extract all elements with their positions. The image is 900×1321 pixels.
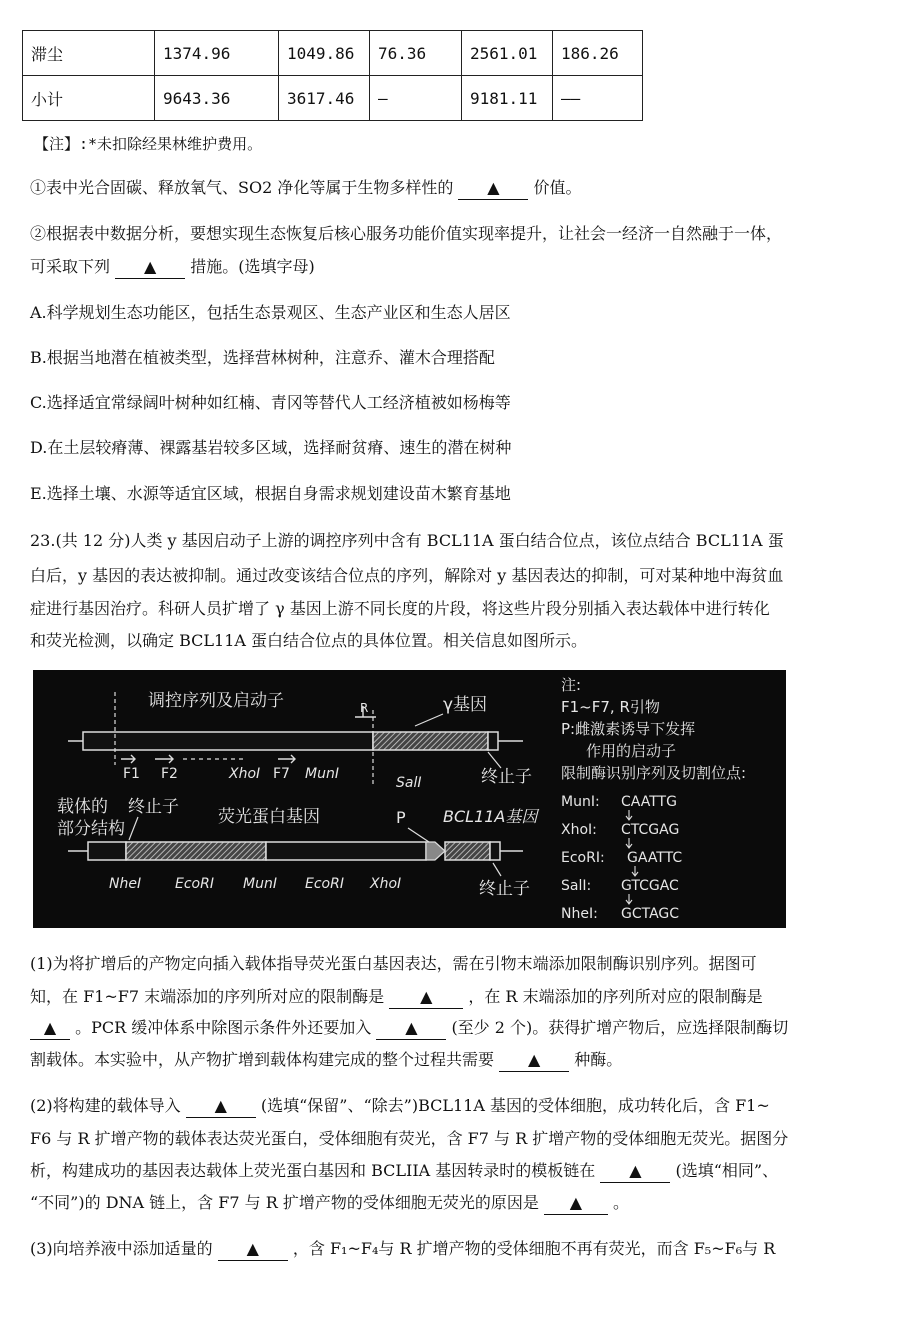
question-text: 。PCR 缓冲体系中除图示条件外还要加入 <box>75 1018 372 1037</box>
question-23-line4: 和荧光检测，以确定 BCL11A 蛋白结合位点的具体位置。相关信息如图所示。 <box>30 631 588 650</box>
primer-f1-arrow <box>121 755 135 763</box>
question-measures-line2 <box>30 256 870 279</box>
answer-blank[interactable]: ▲ <box>115 256 185 279</box>
promoter-p-label: P <box>396 808 406 827</box>
gamma-gene-label: γ基因 <box>443 695 488 715</box>
cut-site-arrow <box>626 810 632 820</box>
part1-line4 <box>30 1049 870 1072</box>
bottom-terminator-label: 终止子 <box>479 879 530 899</box>
gene-construct-figure <box>33 670 786 928</box>
table-cell: 1374.96 <box>155 31 279 76</box>
enzyme-sequence: GTCGAC <box>621 878 679 894</box>
answer-blank[interactable]: ▲ <box>544 1192 608 1215</box>
enzyme-name: MunⅠ: <box>561 794 600 810</box>
question-text: 析，构建成功的基因表达载体上荧光蛋白基因和 BCLIIA 基因转录时的模板链在 <box>30 1161 596 1180</box>
option-a: A.科学规划生态功能区，包括生态景观区、生态产业区和生态人居区 <box>30 303 511 322</box>
answer-blank[interactable]: ▲ <box>389 986 463 1009</box>
answer-blank[interactable]: ▲ <box>499 1049 569 1072</box>
cut-site-arrow <box>632 866 638 876</box>
terminator-box <box>488 732 498 750</box>
question-text: (至少 2 个)。获得扩增产物后，应选择限制酶切 <box>451 1018 789 1037</box>
primer-f2-arrow <box>155 755 173 763</box>
xho-site-label: XhoⅠ <box>370 876 402 892</box>
part1-line3 <box>30 1017 870 1040</box>
enzyme-sequence: CTCGAG <box>621 822 680 838</box>
table-note: 【注】:*未扣除经果林维护费用。 <box>34 135 263 153</box>
part2-line1 <box>30 1095 870 1118</box>
question-text: ，含 F₁~F₄与 R 扩增产物的受体细胞不再有荧光，而含 F₅~F₆与 R <box>292 1239 776 1258</box>
enzyme-name: EcoRⅠ: <box>561 850 605 866</box>
table-cell: 76.36 <box>370 31 462 76</box>
question-measures-line1: ②根据表中数据分析，要想实现生态恢复后核心服务功能价值实现率提升，让社会一经济一自然融于一体， <box>30 224 783 243</box>
mun-site-label: MunⅠ <box>243 876 277 892</box>
question-text: 割载体。本实验中，从产物扩增到载体构建完成的整个过程共需要 <box>30 1050 495 1069</box>
part3-line1 <box>30 1238 870 1261</box>
vector-terminator-box <box>490 842 500 860</box>
fluorescent-gene-label: 荧光蛋白基因 <box>218 807 320 827</box>
question-value-type <box>30 177 870 200</box>
table-cell: 小计 <box>23 76 155 121</box>
ecori-site-label: EcoRⅠ <box>175 876 214 892</box>
question-text: (选填“保留”、“除去”)BCL11A 基因的受体细胞，成功转化后，含 F1~ <box>260 1096 770 1115</box>
pointer-line <box>415 714 443 726</box>
enzyme-sequence: GCTAGC <box>621 906 680 922</box>
mun-site-label: MunⅠ <box>305 766 339 782</box>
legend-title: 注: <box>561 676 582 694</box>
sal-site-label: SalⅠ <box>396 775 422 791</box>
question-text: “不同”)的 DNA 链上，含 F7 与 R 扩增产物的受体细胞无荧光的原因是 <box>30 1193 539 1212</box>
primer-f2-label: F2 <box>161 766 178 782</box>
question-text: 。 <box>613 1193 630 1212</box>
pointer-line <box>129 817 138 840</box>
part2-line2: F6 与 R 扩增产物的载体表达荧光蛋白，受体细胞有荧光，含 F7 与 R 扩增产物的受体细胞无荧光。据图分 <box>30 1129 789 1148</box>
enzyme-sequence: CAATTG <box>621 794 677 810</box>
option-d: D.在土层较瘠薄、裸露基岩较多区域，选择耐贫瘠、速生的潜在树种 <box>30 438 512 457</box>
question-text: ①表中光合固碳、释放氧气、SO2 净化等属于生物多样性的 <box>30 178 454 197</box>
option-b: B.根据当地潜在植被类型，选择营林树种，注意乔、灌木合理搭配 <box>30 348 495 367</box>
table-cell: 滞尘 <box>23 31 155 76</box>
table-cell: —— <box>553 76 643 121</box>
answer-blank[interactable]: ▲ <box>30 1017 70 1040</box>
question-text: (3)向培养液中添加适量的 <box>30 1239 213 1258</box>
answer-blank[interactable]: ▲ <box>218 1238 288 1261</box>
question-text: 措施。(选填字母) <box>190 257 315 276</box>
table-cell: 2561.01 <box>462 31 553 76</box>
part1-line2 <box>30 986 870 1009</box>
enzyme-name: XhoⅠ: <box>561 822 597 838</box>
pointer-line <box>488 752 501 768</box>
table-cell: 186.26 <box>553 31 643 76</box>
legend-line: P:雌激素诱导下发挥 <box>561 720 696 738</box>
vector-label-line2: 部分结构 <box>57 819 125 839</box>
answer-blank[interactable]: ▲ <box>600 1160 670 1183</box>
legend-line: F1~F7, R引物 <box>561 698 660 716</box>
top-terminator-label: 终止子 <box>481 767 532 787</box>
promoter-arrow <box>426 842 445 860</box>
primer-f7-arrow <box>278 755 295 763</box>
part2-line4 <box>30 1192 870 1215</box>
enzyme-sequence: GAATTC <box>627 850 683 866</box>
part2-line3 <box>30 1160 870 1183</box>
cut-site-arrow <box>626 894 632 904</box>
ecori-site-label: EcoRⅠ <box>305 876 344 892</box>
question-text: 知，在 F1~F7 末端添加的序列所对应的限制酶是 <box>30 987 385 1006</box>
vector-terminator-label: 终止子 <box>128 797 179 817</box>
question-text: ，在 R 末端添加的序列所对应的限制酶是 <box>468 987 763 1006</box>
regulatory-region <box>83 732 373 750</box>
fluorescent-gene-box <box>126 842 266 860</box>
question-23-line1: 23.(共 12 分)人类 y 基因启动子上游的调控序列中含有 BCL11A 蛋白结合位点，该位点结合 BCL11A 蛋 <box>30 531 784 550</box>
pointer-line <box>408 828 429 842</box>
table-row <box>23 76 643 121</box>
question-text: 可采取下列 <box>30 257 111 276</box>
question-text: (选填“相同”、 <box>675 1161 779 1180</box>
enzyme-name: NheⅠ: <box>561 906 598 922</box>
ecosystem-value-table <box>22 30 643 121</box>
option-c: C.选择适宜常绿阔叶树种如红楠、青冈等替代人工经济植被如杨梅等 <box>30 393 511 412</box>
question-text: (2)将构建的载体导入 <box>30 1096 181 1115</box>
primer-r-label: R <box>360 701 369 715</box>
table-cell: 9181.11 <box>462 76 553 121</box>
table-cell: 1049.86 <box>279 31 370 76</box>
option-e: E.选择土壤、水源等适宜区域，根据自身需求规划建设苗木繁育基地 <box>30 484 511 503</box>
question-text: 价值。 <box>533 178 582 197</box>
bcl11a-gene-label: BCL11A基因 <box>443 807 538 826</box>
table-row <box>23 31 643 76</box>
cut-site-arrow <box>626 838 632 848</box>
primer-f1-label: F1 <box>123 766 140 782</box>
answer-blank[interactable]: ▲ <box>186 1095 256 1118</box>
bcl11a-gene-box <box>445 842 490 860</box>
xho-site-label: XhoⅠ <box>229 766 261 782</box>
vector-segment <box>266 842 426 860</box>
primer-f7-label: F7 <box>273 766 290 782</box>
legend-line: 作用的启动子 <box>586 742 677 760</box>
part1-line1: (1)为将扩增后的产物定向插入载体指导荧光蛋白基因表达，需在引物末端添加限制酶识别序列。据图可 <box>30 954 757 973</box>
vector-segment <box>88 842 126 860</box>
legend-line: 限制酶识别序列及切割位点: <box>561 764 747 782</box>
table-cell: 3617.46 <box>279 76 370 121</box>
pointer-line <box>493 863 501 876</box>
question-23-line2: 白后，y 基因的表达被抑制。通过改变该结合位点的序列，解除对 y 基因表达的抑制，可对某种地中海贫血 <box>30 566 784 585</box>
regulatory-label: 调控序列及启动子 <box>148 691 284 711</box>
answer-blank[interactable]: ▲ <box>458 177 528 200</box>
enzyme-name: SalⅠ: <box>561 878 592 894</box>
question-23-line3: 症进行基因治疗。科研人员扩增了 γ 基因上游不同长度的片段，将这些片段分别插入表达载体中进行转化 <box>30 599 770 618</box>
table-cell: — <box>370 76 462 121</box>
vector-label-line1: 载体的 <box>57 797 108 817</box>
question-text: 种酶。 <box>574 1050 623 1069</box>
nhe-site-label: NheⅠ <box>109 876 142 892</box>
table-cell: 9643.36 <box>155 76 279 121</box>
gamma-gene-box <box>373 732 488 750</box>
answer-blank[interactable]: ▲ <box>376 1017 446 1040</box>
